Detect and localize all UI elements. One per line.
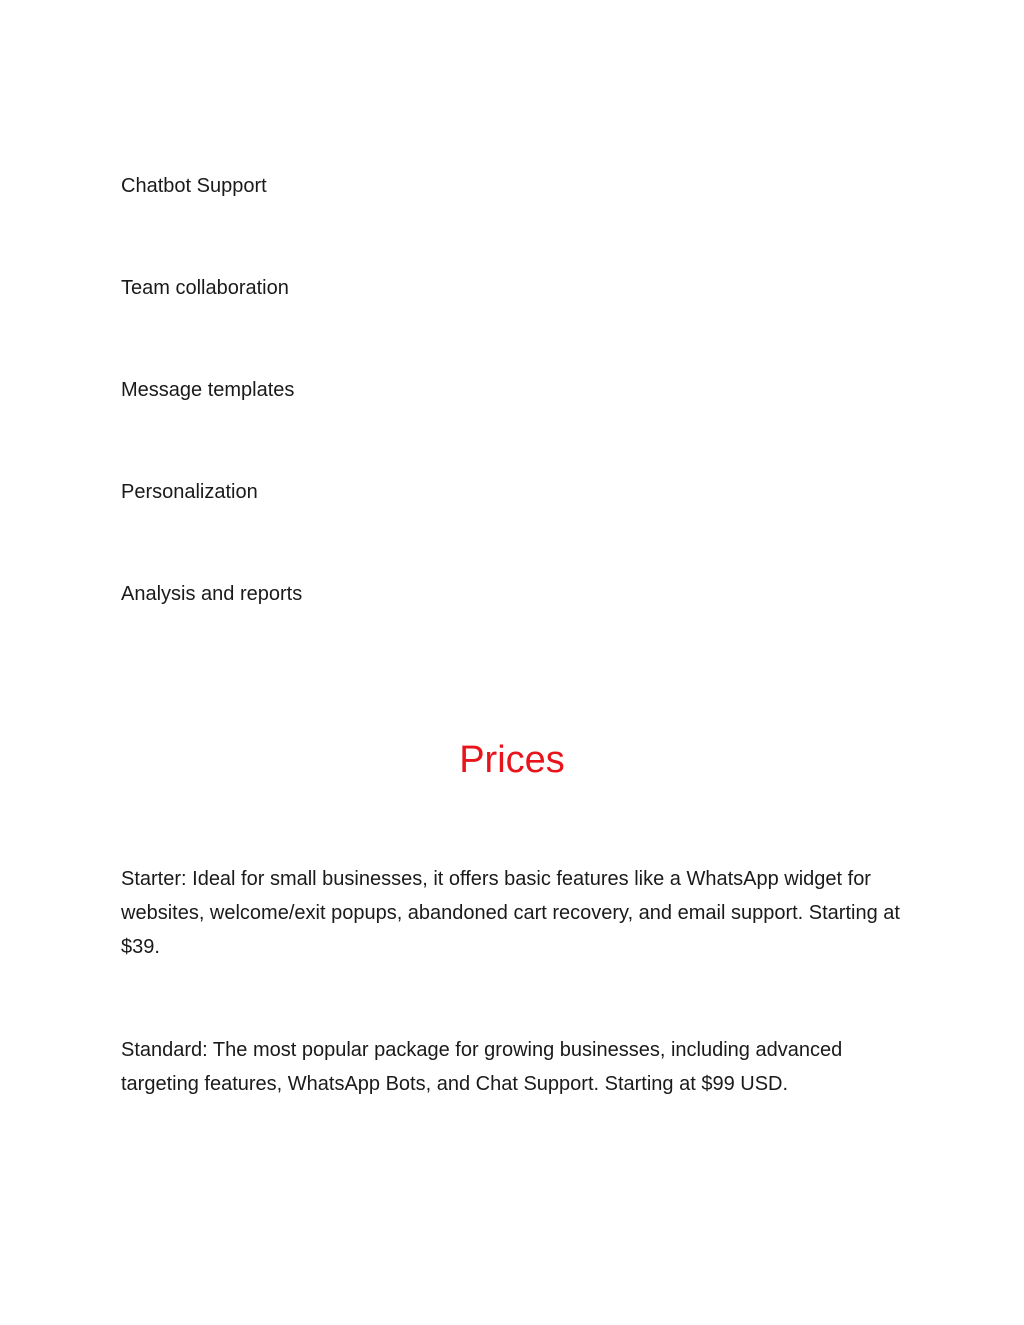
prices-heading: Prices xyxy=(459,739,565,781)
feature-item-team-collaboration: Team collaboration xyxy=(121,277,289,299)
feature-item-personalization: Personalization xyxy=(121,481,258,503)
feature-item-analysis-reports: Analysis and reports xyxy=(121,583,303,605)
standard-plan-paragraph: Standard: The most popular package for growing businesses, including advanced targeting features, WhatsApp Bots, and Chat Support. Starting at $99 USD. xyxy=(121,1039,843,1095)
starter-plan-paragraph: Starter: Ideal for small businesses, it offers basic features like a WhatsApp widget for websites, welcome/exit popups, abandoned cart recovery, and email support. Starting at $39. xyxy=(121,868,900,958)
feature-item-chatbot-support: Chatbot Support xyxy=(121,175,267,197)
feature-item-message-templates: Message templates xyxy=(121,379,295,401)
